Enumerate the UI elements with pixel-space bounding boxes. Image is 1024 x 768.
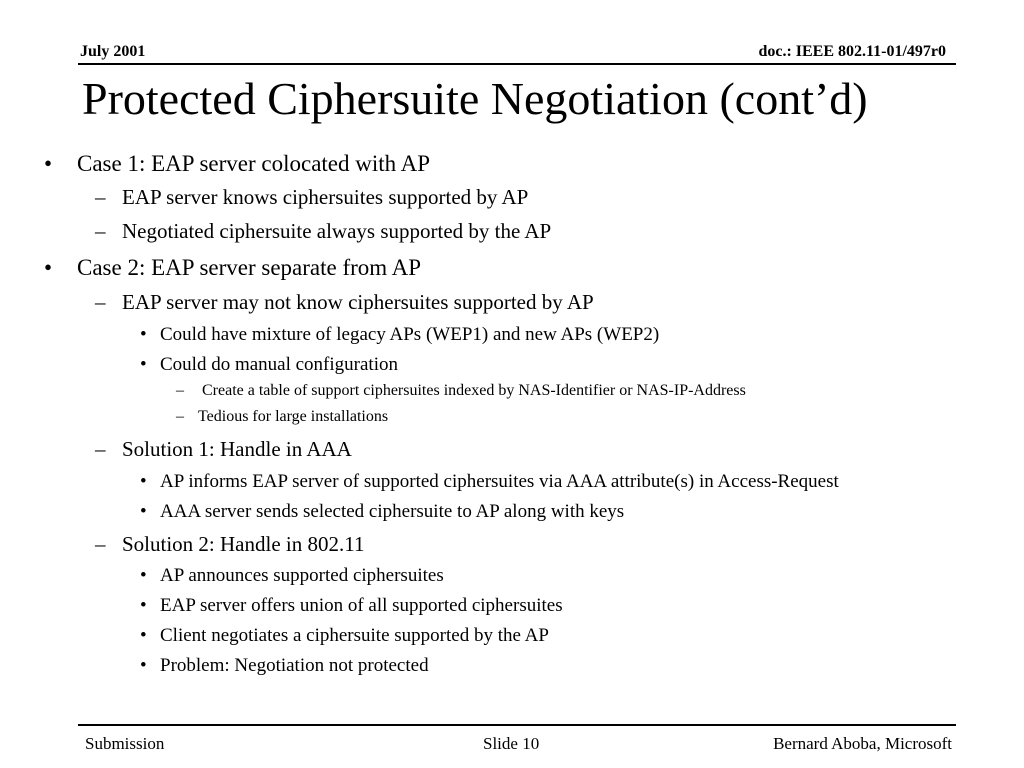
bullet-marker: –: [95, 185, 106, 209]
bullet-text: Solution 1: Handle in AAA: [122, 437, 352, 461]
bullet-text: Case 1: EAP server colocated with AP: [77, 151, 431, 176]
bullet-marker: •: [140, 655, 147, 676]
bullet-marker: –: [95, 532, 106, 556]
footer-divider: [78, 724, 956, 726]
bullet-text: AAA server sends selected ciphersuite to AP along with keys: [160, 501, 625, 522]
bullet-marker: •: [44, 151, 53, 176]
bullet-marker: –: [176, 408, 184, 425]
bullet-text: Create a table of support ciphersuites indexed by NAS-Identifier or NAS-IP-Address: [198, 382, 746, 399]
header-doc-id: doc.: IEEE 802.11-01/497r0: [758, 43, 946, 60]
bullet-marker: –: [95, 290, 106, 314]
bullet-text: EAP server offers union of all supported ciphersuites: [160, 595, 563, 616]
bullet-text: EAP server may not know ciphersuites supported by AP: [122, 290, 594, 314]
bullet-marker: •: [140, 565, 147, 586]
bullet-text: Problem: Negotiation not protected: [160, 655, 429, 676]
bullet-text: Could have mixture of legacy APs (WEP1) and new APs (WEP2): [160, 324, 660, 345]
bullet-marker: –: [95, 437, 106, 461]
bullet-marker: •: [44, 255, 53, 280]
footer-slide-number: Slide 10: [483, 734, 540, 753]
bullet-marker: •: [140, 354, 147, 375]
bullet-marker: –: [176, 382, 184, 399]
slide-title: Protected Ciphersuite Negotiation (cont’d): [82, 73, 868, 124]
bullet-text: Tedious for large installations: [198, 408, 389, 425]
bullet-text: EAP server knows ciphersuites supported by AP: [122, 185, 529, 209]
footer-author: Bernard Aboba, Microsoft: [773, 734, 952, 753]
bullet-marker: •: [140, 324, 147, 345]
bullet-text: Client negotiates a ciphersuite supported by the AP: [160, 625, 549, 646]
bullet-text: AP informs EAP server of supported ciphersuites via AAA attribute(s) in Access-Request: [160, 471, 839, 492]
bullet-text: Negotiated ciphersuite always supported by the AP: [122, 219, 552, 243]
bullet-marker: •: [140, 501, 147, 522]
bullet-marker: •: [140, 625, 147, 646]
bullet-marker: •: [140, 595, 147, 616]
bullet-text: Solution 2: Handle in 802.11: [122, 532, 365, 556]
header-date: July 2001: [80, 43, 146, 60]
bullet-text: AP announces supported ciphersuites: [160, 565, 444, 586]
bullet-text: Could do manual configuration: [160, 354, 398, 375]
bullet-marker: •: [140, 471, 147, 492]
bullet-marker: –: [95, 219, 106, 243]
bullet-text: Case 2: EAP server separate from AP: [77, 255, 422, 280]
footer-submission: Submission: [85, 734, 165, 753]
